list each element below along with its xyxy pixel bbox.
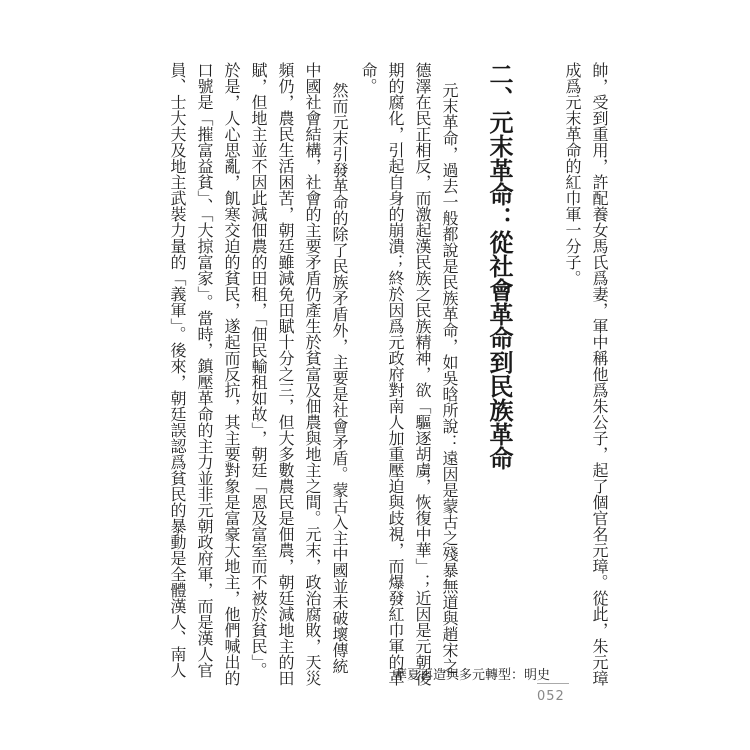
intro-paragraph-line: 元末革命，過去一般都說是民族革命，如吳晗所說：遠因是蒙古之殘暴無道與趙宋之 bbox=[440, 82, 459, 674]
text-column-10: 於是，人心思亂，飢寒交迫的貧民，遂起而反抗，其主要對象是富豪大地主，他們喊出的 bbox=[222, 62, 241, 686]
text-column-3: 德澤在民正相反，而激起漢民族之民族精神，欲「驅逐胡虜，恢復中華」；近因是元朝後 bbox=[413, 62, 432, 686]
section-heading: 二、元末革命：從社會革命到民族革命 bbox=[485, 62, 513, 470]
text-column-5: 命。 bbox=[359, 62, 378, 94]
text-column-8: 頻仍，農民生活困苦，朝廷雖減免田賦十分之三，但大多數農民是佃農，朝廷減地主的田 bbox=[276, 62, 295, 686]
page-number: 052 bbox=[537, 689, 565, 704]
text-column-9: 賦，但地主並不因此減佃農的田租，「佃民輸租如故」，朝廷「恩及富室而不被於貧民」。 bbox=[249, 62, 268, 678]
running-head: 華夏再造與多元轉型：明史 bbox=[394, 668, 551, 683]
text-column-2: 成爲元末革命的紅巾軍一分子。 bbox=[563, 62, 582, 286]
text-column-7: 中國社會結構，社會的主要矛盾仍產生於貧富及佃農與地主之間。元末，政治腐敗，天災 bbox=[303, 62, 322, 686]
text-column-4: 期的腐化，引起自身的崩潰；終於因爲元政府對南人加重壓迫與歧視，而爆發紅巾軍的革 bbox=[386, 62, 405, 686]
text-column-12: 員、士大夫及地主武裝力量的「義軍」。後來，朝廷誤認爲貧民的暴動是全體漢人、南人 bbox=[168, 62, 187, 678]
text-column-6: 然而元末引發革命的除了民族矛盾外，主要是社會矛盾。蒙古入主中國並未破壞傳統 bbox=[330, 82, 349, 674]
footer-divider bbox=[537, 683, 569, 684]
text-column-11: 口號是「摧富益貧」、「大掠富家」。當時，鎮壓革命的主力並非元朝政府軍，而是漢人官 bbox=[195, 62, 214, 678]
text-column-1: 帥，受到重用，許配養女馬氏爲妻，軍中稱他爲朱公子，起了個官名元璋。從此，朱元璋 bbox=[590, 62, 609, 686]
